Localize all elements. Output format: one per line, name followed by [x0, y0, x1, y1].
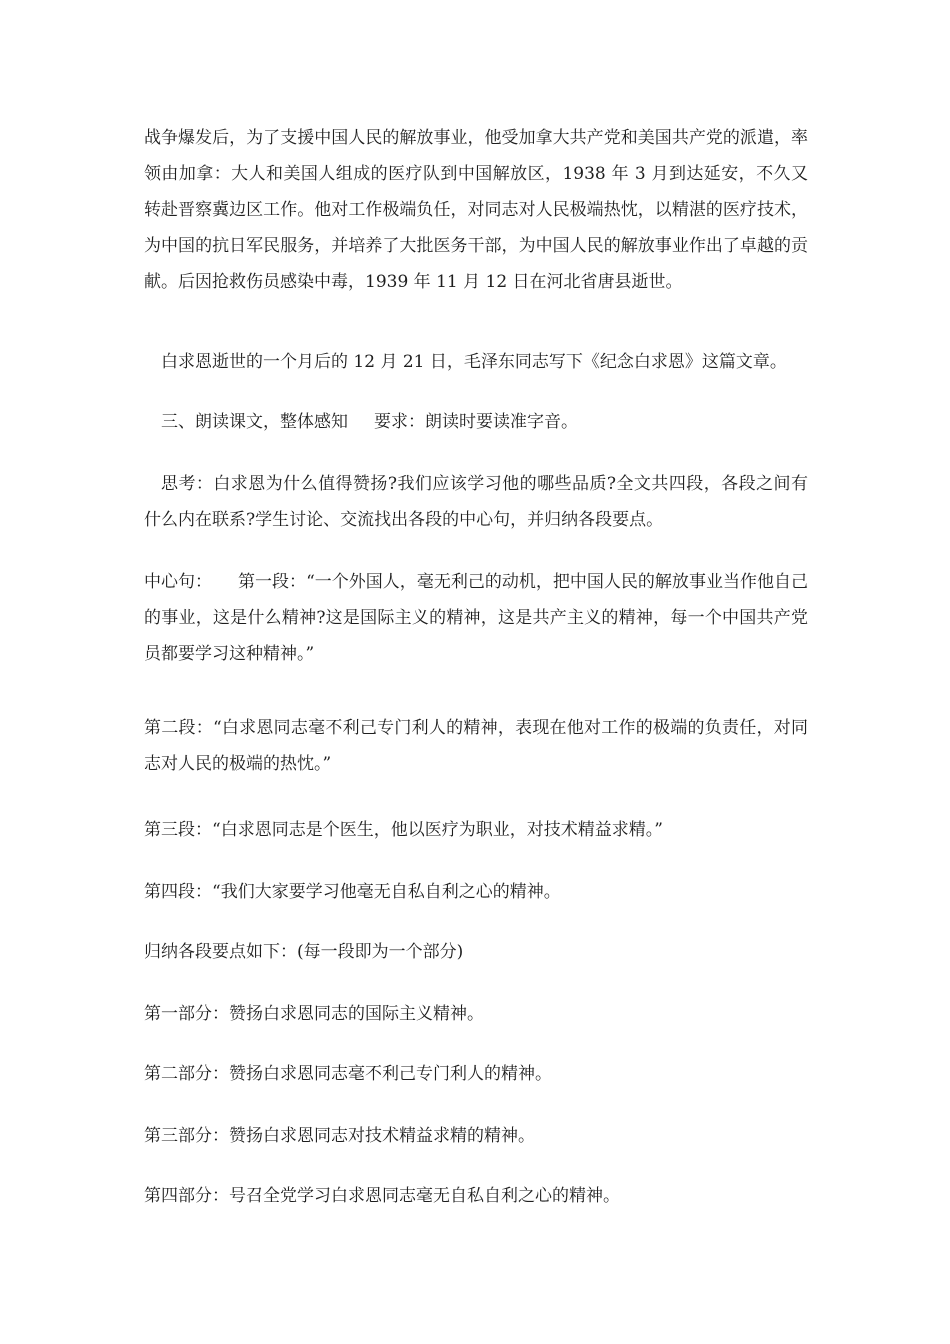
context-paragraph: 白求恩逝世的一个月后的 12 月 21 日，毛泽东同志写下《纪念白求恩》这篇文章。	[161, 352, 787, 372]
summary-part-4: 第四部分：号召全党学习白求恩同志毫无自私自利之心的精神。	[144, 1186, 620, 1206]
central-sentence-first-text: 第一段：“一个外国人，毫无利己的动机，把中国人民的解放事业当作他自己的事业，这是什么精神?这是国际主义的精神，这是共产主义的精神，每一个中国共产党员都要学习这种精神。”	[144, 572, 808, 664]
summary-part-3: 第三部分：赞扬白求恩同志对技术精益求精的精神。	[144, 1126, 535, 1146]
central-sentence-second: 第二段：“白求恩同志毫不利己专门利人的精神，表现在他对工作的极端的负责任，对同志对人民的极端的热忱。”	[144, 718, 808, 774]
intro-paragraph: 战争爆发后，为了支援中国人民的解放事业，他受加拿大共产党和美国共产党的派遣，率领由加拿：大人和美国人组成的医疗队到中国解放区，1938 年 3 月到达延安，不久又转赴晋察冀边区工作。他对工作极端负任，对同志对人民极端热忱，以精湛的医疗技术，为中国的抗日军民服务，并培养了大批医务干部，为中国人民的解放事业作出了卓越的贡献。后因抢救伤员感染中毒，1939 年 11 月 12 日在河北省唐县逝世。	[144, 128, 808, 292]
summary-part-2: 第二部分：赞扬白求恩同志毫不利己专门利人的精神。	[144, 1064, 552, 1084]
document-page	[144, 0, 808, 1344]
central-sentence-fourth: 第四段：“我们大家要学习他毫无自私自利之心的精神。	[144, 882, 561, 902]
summary-heading: 归纳各段要点如下：(每一段即为一个部分)	[144, 942, 464, 962]
section-three-heading: 三、朗读课文，整体感知	[161, 412, 348, 432]
central-sentence-label: 中心句：	[144, 572, 213, 592]
summary-part-1: 第一部分：赞扬白求恩同志的国际主义精神。	[144, 1004, 484, 1024]
section-three-line	[144, 404, 808, 440]
central-sentence-third: 第三段：“白求恩同志是个医生，他以医疗为职业，对技术精益求精。”	[144, 820, 663, 840]
central-sentence-first	[144, 564, 808, 672]
section-three-requirement: 要求：朗读时要读准字音。	[374, 412, 578, 432]
thinking-paragraph: 思考：白求恩为什么值得赞扬?我们应该学习他的哪些品质?全文共四段，各段之间有什么内在联系?学生讨论、交流找出各段的中心句，并归纳各段要点。	[144, 474, 808, 530]
